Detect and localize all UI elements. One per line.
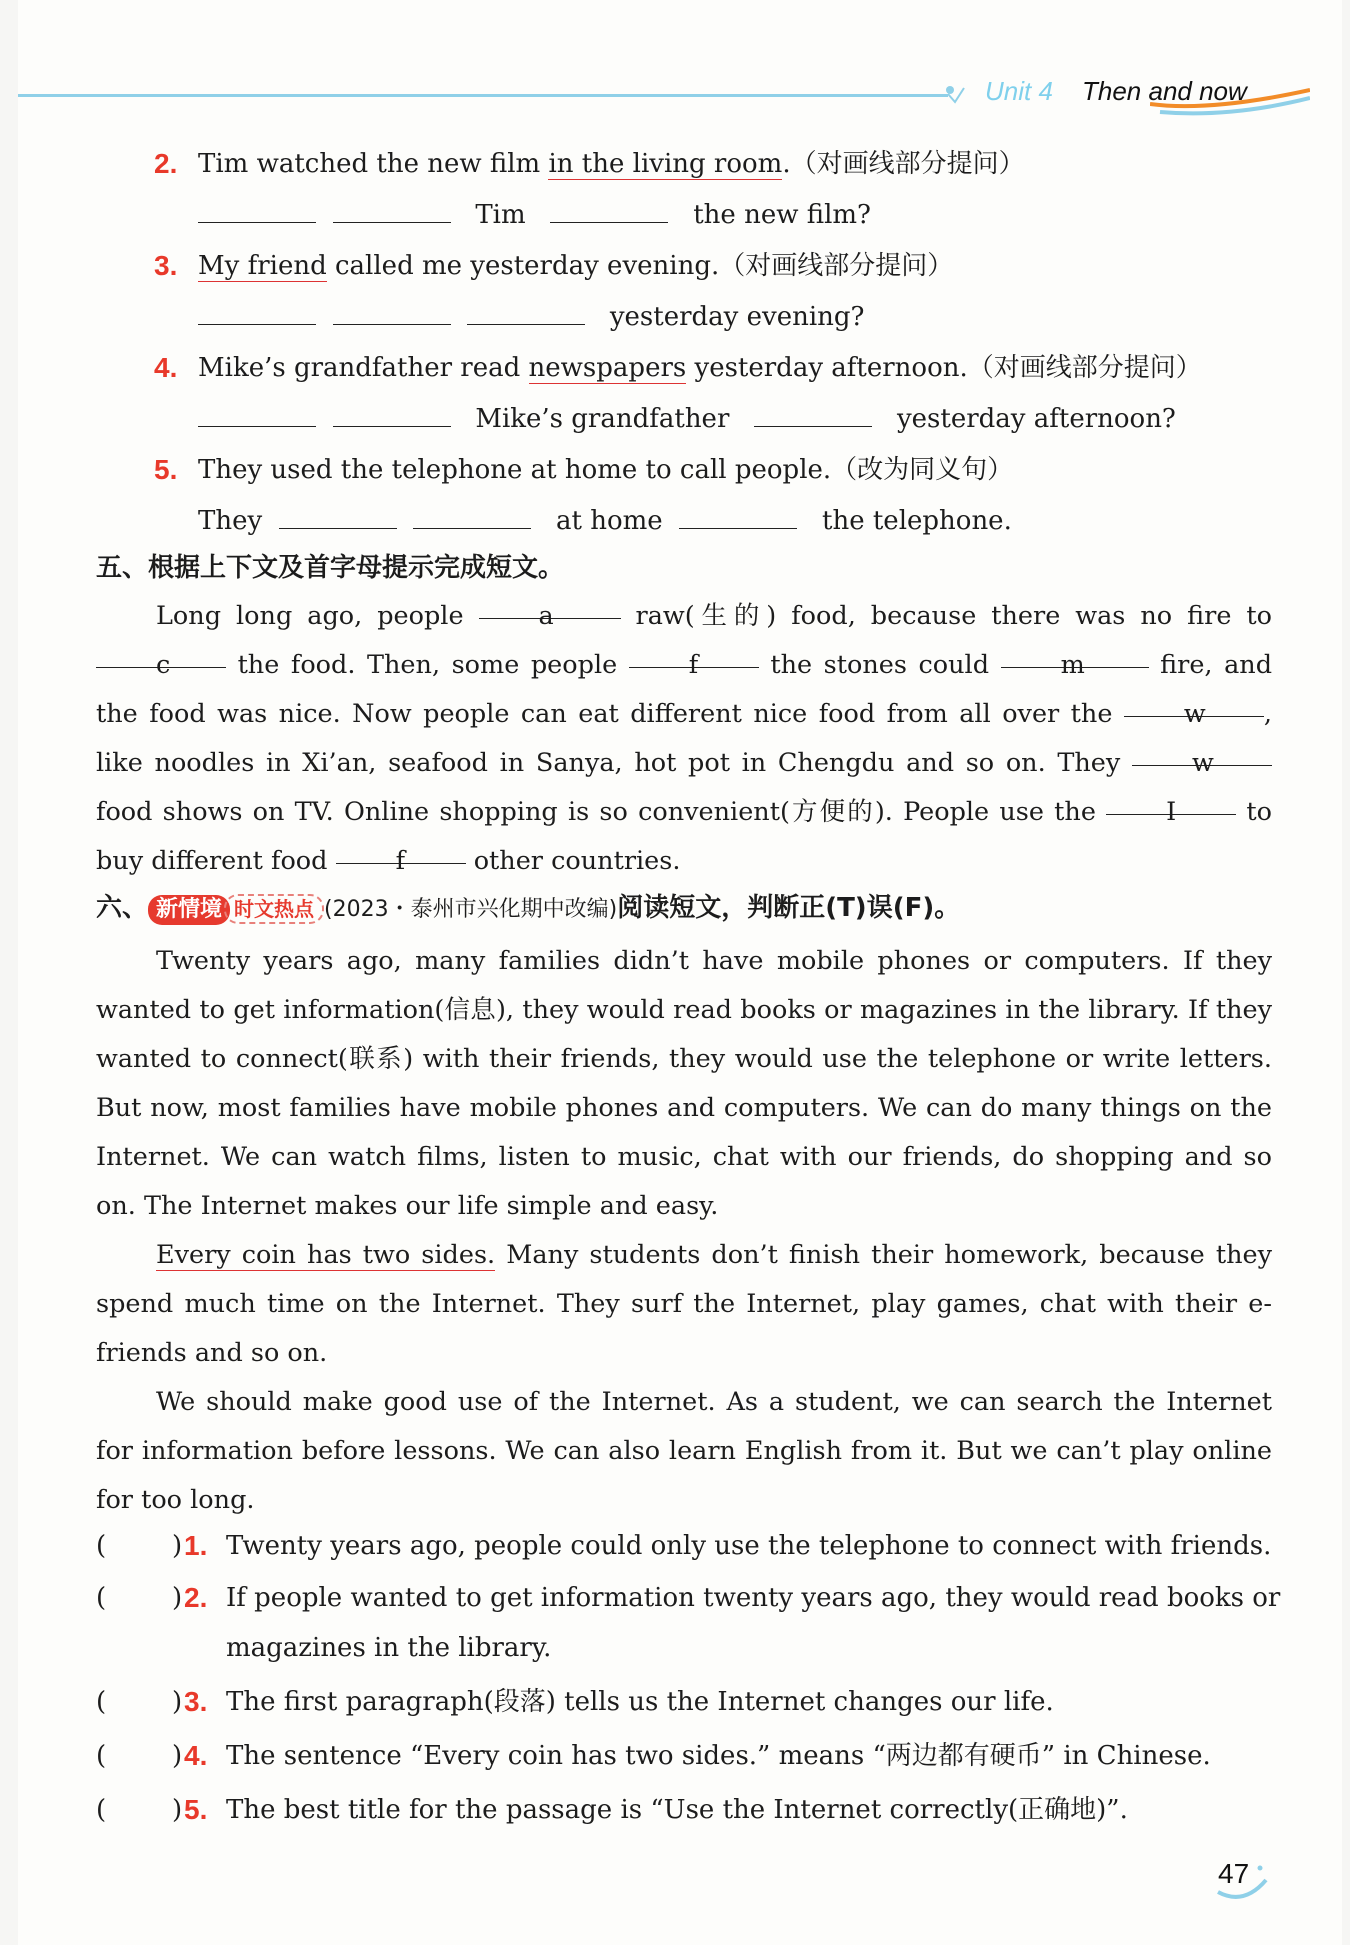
q2-answer-text: Tim [475,200,526,230]
cloze-text: , like noodles in Xi’an, seafood in Sanya, hot pot in Chengdu and so on. They [96,699,1273,778]
answer-paren-open: ( [96,1741,107,1771]
q5-number: 5. [154,454,178,485]
new-context-tag: 新情境 [148,895,230,925]
cloze-blank-c[interactable] [96,641,226,680]
blank[interactable] [754,400,872,427]
hint-letter: m [1060,650,1085,680]
answer-paren-close: ) [172,1741,183,1771]
q4-number: 4. [154,352,178,383]
page-number: 47 [1218,1858,1250,1889]
cloze-text: the stones could [770,650,990,680]
q4-text-a: Mike’s grandfather read [198,353,529,383]
q5-answer-line [198,502,1012,537]
tf-number: 4. [184,1740,208,1771]
section-6-instruction: 阅读短文，判断正(T)误(F)。 [617,893,961,923]
tf-question-cont: magazines in the library. [226,1633,552,1663]
hint-letter: w [1192,748,1214,778]
q5-sentence: They used the telephone at home to call people.（改为同义句） [198,455,1014,485]
cloze-text: to buy different food [96,797,1272,876]
blank[interactable] [679,502,797,529]
q4-text-b: yesterday afternoon.（对画线部分提问） [686,353,1202,383]
blank[interactable] [333,400,451,427]
tf-question: The best title for the passage is “Use the Internet correctly(正确地)”. [226,1795,1128,1825]
cloze-text: Long long ago, people [156,601,464,631]
hint-letter: f [688,650,699,680]
blank[interactable] [333,196,451,223]
q2-answer-line [198,196,871,231]
answer-paren-close: ) [172,1687,183,1717]
q2-number: 2. [154,148,178,179]
header-rule [18,94,948,97]
cloze-blank-m[interactable] [1001,641,1149,680]
header-title: Then and now [1082,76,1247,106]
q3-underlined: My friend [198,251,327,281]
header-unit: Unit 4 [985,76,1053,106]
cloze-passage [96,592,1272,886]
answer-paren-close: ) [172,1795,183,1825]
cloze-blank-f2[interactable] [336,837,466,876]
reading-passage [96,937,1272,1525]
answer-paren-close: ) [172,1531,183,1561]
cloze-blank-w1[interactable] [1124,690,1264,729]
cloze-text: raw(生的) food, because there was no fire to [635,601,1272,631]
section-6-prefix: 六、 [96,893,149,923]
section-6-title [96,892,960,926]
q5-answer-text: the telephone. [822,506,1012,536]
answer-paren-close: ) [172,1583,183,1613]
hint-letter: a [538,601,554,631]
cloze-blank-i[interactable] [1106,788,1236,827]
hint-letter: I [1166,797,1177,827]
blank[interactable] [467,298,585,325]
header-swoosh-icon [1150,82,1310,116]
q4-answer-text: Mike’s grandfather [475,404,730,434]
tf-question: If people wanted to get information twenty years ago, they would read books or [226,1583,1281,1613]
q3-answer-text: yesterday evening? [609,302,865,332]
q2-text-b: .（对画线部分提问） [782,149,1025,179]
q3-number: 3. [154,250,178,281]
tf-number: 3. [184,1686,208,1717]
cloze-blank-f[interactable] [629,641,759,680]
tf-question: The first paragraph(段落) tells us the Internet changes our life. [226,1687,1054,1717]
q5-answer-text: They [198,506,263,536]
passage-paragraph-3: We should make good use of the Internet. As a student, we can search the Internet for information before lessons. We can also learn English from it. But we can’t play online for too long. [96,1387,1272,1515]
tf-number: 1. [184,1530,208,1561]
hot-topic-tag: 时文热点 [224,894,324,924]
blank[interactable] [413,502,531,529]
cloze-text: food shows on TV. Online shopping is so convenient(方便的). People use the [96,797,1096,827]
blank[interactable] [198,400,316,427]
passage-paragraph-1: Twenty years ago, many families didn’t have mobile phones or computers. If they wanted to get information(信息), they would read books or magazines in the library. If they wanted to connect(联系) with their friends, they would use the telephone or write letters. But now, most families have mobile phones and computers. We can do many things on the Internet. We can watch films, listen to music, chat with our friends, do shopping and so on. The Internet makes our life simple and easy. [96,946,1272,1221]
header-arrow-icon [944,82,966,104]
cloze-text: the food. Then, some people [237,650,618,680]
source-note: (2023・泰州市兴化期中改编) [324,897,618,922]
q5-answer-text: at home [556,506,663,536]
tf-number: 2. [184,1582,208,1613]
blank[interactable] [198,298,316,325]
cloze-text: other countries. [473,846,681,876]
q4-sentence [198,352,1202,384]
tf-number: 5. [184,1794,208,1825]
cloze-blank-w2[interactable] [1132,739,1272,778]
passage-underlined: Every coin has two sides. [156,1240,496,1270]
hint-letter: w [1183,699,1206,729]
blank[interactable] [279,502,397,529]
answer-paren-open: ( [96,1531,107,1561]
answer-paren-open: ( [96,1583,107,1613]
q4-answer-text: yesterday afternoon? [896,404,1176,434]
q4-answer-line [198,400,1176,435]
cloze-blank-a[interactable] [479,592,621,631]
q2-sentence [198,148,1025,180]
q3-sentence [198,250,953,282]
passage-paragraph-2 [96,1231,1272,1378]
blank[interactable] [198,196,316,223]
section-5-title: 五、根据上下文及首字母提示完成短文。 [96,553,565,583]
q2-answer-text: the new film? [693,200,871,230]
answer-paren-open: ( [96,1687,107,1717]
q4-underlined: newspapers [528,353,687,383]
tf-question: The sentence “Every coin has two sides.” means “两边都有硬币” in Chinese. [226,1741,1211,1771]
cloze-text: fire, and the food was nice. Now people can eat different nice food from all over the [96,650,1273,729]
q3-answer-line [198,298,865,333]
passage-text: Many students don’t finish their homework, because they spend much time on the Internet. They surf the Internet, play games, chat with their e-friends and so on. [96,1240,1272,1368]
blank[interactable] [333,298,451,325]
q2-text-a: Tim watched the new film [198,149,549,179]
hint-letter: f [395,846,406,876]
q2-underlined: in the living room [548,149,783,179]
q3-text: called me yesterday evening.（对画线部分提问） [326,251,954,281]
answer-paren-open: ( [96,1795,107,1825]
hint-letter: c [156,650,171,680]
tf-question: Twenty years ago, people could only use the telephone to connect with friends. [226,1531,1272,1561]
blank[interactable] [550,196,668,223]
